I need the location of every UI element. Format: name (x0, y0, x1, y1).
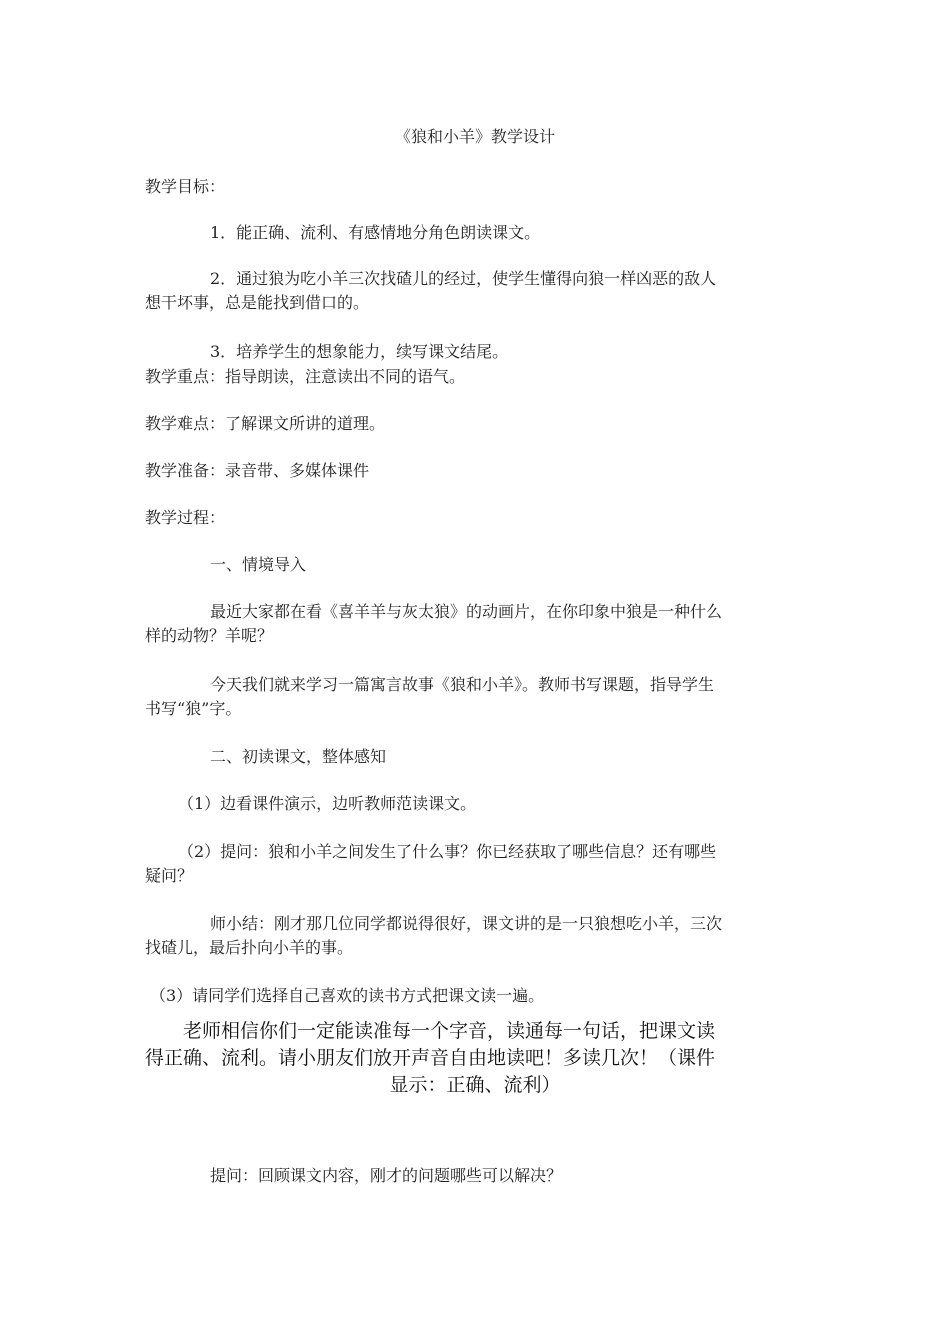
teacher-encouragement-line-1: 老师相信你们一定能读准每一个字音，读通每一句话，把课文读 (183, 1020, 716, 1042)
objectives-label: 教学目标： (145, 177, 226, 196)
section-2-step-3: （3）请同学们选择自己喜欢的读书方式把课文读一遍。 (150, 986, 545, 1005)
section-1-para-1-line-2: 样的动物？羊呢？ (145, 626, 274, 645)
section-2-summary-line-1: 师小结：刚才那几位同学都说得很好，课文讲的是一只狼想吃小羊，三次 (210, 914, 723, 933)
preparation: 教学准备：录音带、多媒体课件 (145, 461, 370, 480)
section-2-step-2-line-1: （2）提问：狼和小羊之间发生了什么事？你已经获取了哪些信息？还有哪些 (178, 842, 717, 861)
teacher-encouragement-line-2: 得正确、流利。请小朋友们放开声音自由地读吧！多读几次！（课件 (145, 1047, 716, 1069)
section-1-heading: 一、情境导入 (210, 555, 307, 574)
process-label: 教学过程： (145, 508, 226, 527)
objective-3: 3．培养学生的想象能力，续写课文结尾。 (210, 342, 509, 361)
section-1-para-2-line-2: 书写“狼”字。 (145, 699, 242, 718)
section-2-step-1: （1）边看课件演示，边听教师范读课文。 (178, 794, 477, 813)
section-2-heading: 二、初读课文，整体感知 (210, 747, 387, 766)
difficulty: 教学难点：了解课文所讲的道理。 (145, 414, 386, 433)
review-question: 提问：回顾课文内容，刚才的问题哪些可以解决？ (210, 1166, 563, 1185)
section-1-para-1-line-1: 最近大家都在看《喜羊羊与灰太狼》的动画片，在你印象中狼是一种什么 (210, 602, 723, 621)
section-2-step-2-line-2: 疑问？ (145, 866, 194, 885)
teacher-encouragement-line-3: 显示：正确、流利） (389, 1074, 561, 1096)
objective-1: 1．能正确、流利、有感情地分角色朗读课文。 (210, 223, 541, 242)
objective-2-line-1: 2．通过狼为吃小羊三次找碴儿的经过，使学生懂得向狼一样凶恶的敌人 (210, 269, 717, 288)
key-point: 教学重点：指导朗读，注意读出不同的语气。 (145, 367, 466, 386)
objective-2-line-2: 想干坏事，总是能找到借口的。 (145, 293, 370, 312)
section-1-para-2-line-1: 今天我们就来学习一篇寓言故事《狼和小羊》。教师书写课题，指导学生 (210, 675, 715, 694)
section-2-summary-line-2: 找碴儿，最后扑向小羊的事。 (145, 938, 354, 957)
document-title: 《狼和小羊》教学设计 (394, 127, 555, 146)
